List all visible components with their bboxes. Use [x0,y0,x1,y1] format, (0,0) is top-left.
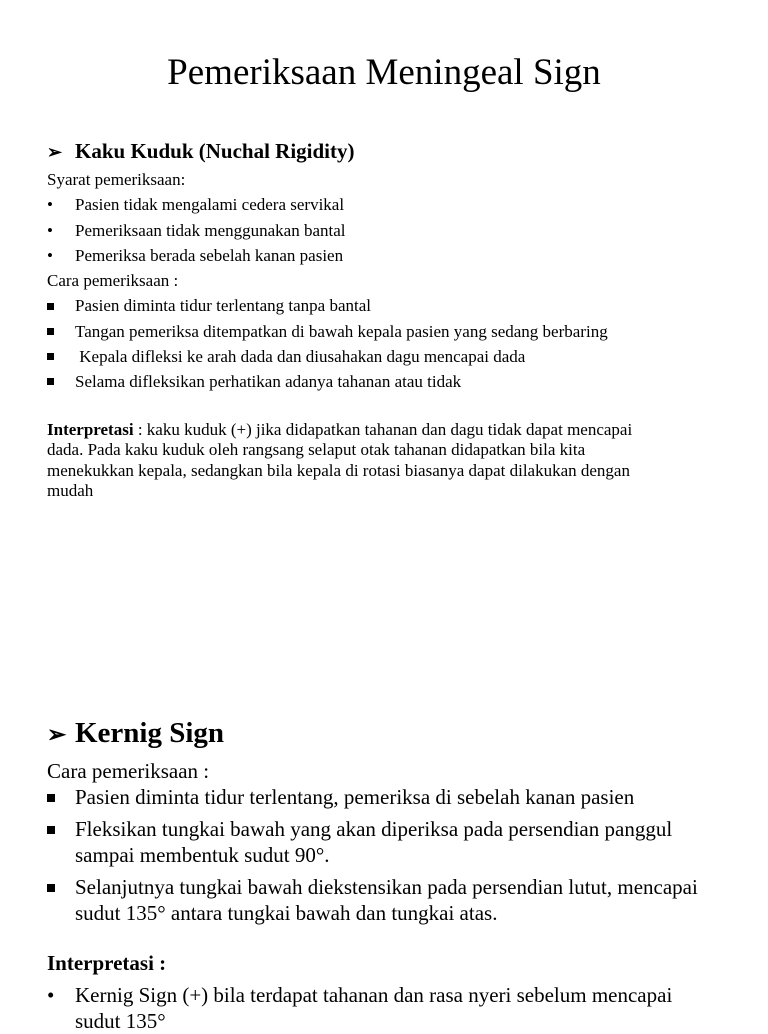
bullet-dot-icon: • [47,983,55,1007]
list-item-text: Pasien diminta tidur terlentang, pemeriksa di sebelah kanan pasien [75,785,635,809]
list-item [47,319,727,344]
arrow-bullet-icon: ➢ [47,142,62,162]
list-item-text: sampai membentuk sudut 90°. [75,843,330,867]
section-heading-text: Kaku Kuduk (Nuchal Rigidity) [75,139,355,163]
list-item [47,344,727,369]
interpretation-list [47,982,727,1034]
square-bullet-icon [47,784,55,810]
requirements-label: Syarat pemeriksaan: [47,170,186,189]
list-item-text: Pemeriksa berada sebelah kanan pasien [75,245,344,265]
list-item-text: sudut 135° antara tungkai bawah dan tungkai atas. [75,901,498,925]
method-label: Cara pemeriksaan : [47,759,210,783]
bullet-dot-icon: • [47,245,53,265]
square-bullet-icon [47,344,54,369]
bullet-dot-icon: • [47,195,53,215]
square-bullet-icon [47,293,54,318]
square-bullet-icon [47,319,54,344]
list-item [47,192,727,217]
section-heading [47,714,727,754]
interpretation-text: menekukkan kepala, sedangkan bila kepala di rotasi biasanya dapat dilakukan dengan [47,460,630,480]
list-item-text: Pasien diminta tidur terlentang tanpa bantal [75,296,371,316]
list-item-text: Fleksikan tungkai bawah yang akan diperiksa pada persendian panggul [75,817,673,841]
bullet-dot-icon: • [47,220,53,240]
square-bullet-icon [47,816,55,842]
interpretation-label: Interpretasi : [47,951,167,975]
list-item-text: Pasien tidak mengalami cedera servikal [75,195,345,215]
list-item [47,218,727,243]
section-heading [47,136,727,167]
square-bullet-icon [47,369,54,394]
method-label: Cara pemeriksaan : [47,271,179,291]
list-item [47,243,727,268]
interpretation-label: Interpretasi [47,419,134,439]
steps-list [47,293,727,394]
square-bullet-icon [47,874,55,900]
list-item [47,293,727,318]
list-item [47,874,727,926]
list-item-text: Selanjutnya tungkai bawah diekstensikan pada persendian lutut, mencapai [75,875,698,899]
interpretation-text: mudah [47,481,94,501]
section-kaku-kuduk [47,136,727,502]
interpretation-paragraph [47,420,727,502]
page-title: Pemeriksaan Meningeal Sign [167,52,601,93]
steps-list [47,784,727,926]
requirements-list [47,192,727,268]
section-heading-text: Kernig Sign [75,717,225,749]
interpretation-text: dada. Pada kaku kuduk oleh rangsang selaput otak tahanan didapatkan bila kita [47,440,586,460]
list-item-text: Kepala difleksi ke arah dada dan diusahakan dagu mencapai dada [75,347,526,367]
interpretation-text: : kaku kuduk (+) jika didapatkan tahanan dan dagu tidak dapat mencapai [133,419,633,439]
arrow-bullet-icon: ➢ [47,722,67,748]
list-item-text: Selama difleksikan perhatikan adanya tahanan atau tidak [75,372,462,392]
list-item [47,816,727,868]
list-item [47,982,727,1034]
list-item-text: Pemeriksaan tidak menggunakan bantal [75,220,346,240]
list-item [47,784,727,810]
list-item-text: Tangan pemeriksa ditempatkan di bawah kepala pasien yang sedang berbaring [75,321,608,341]
list-item-text: Kernig Sign (+) bila terdapat tahanan dan rasa nyeri sebelum mencapai [75,983,673,1007]
section-kernig-sign [47,714,727,1034]
list-item-text: sudut 135° [75,1009,166,1033]
list-item [47,369,727,394]
